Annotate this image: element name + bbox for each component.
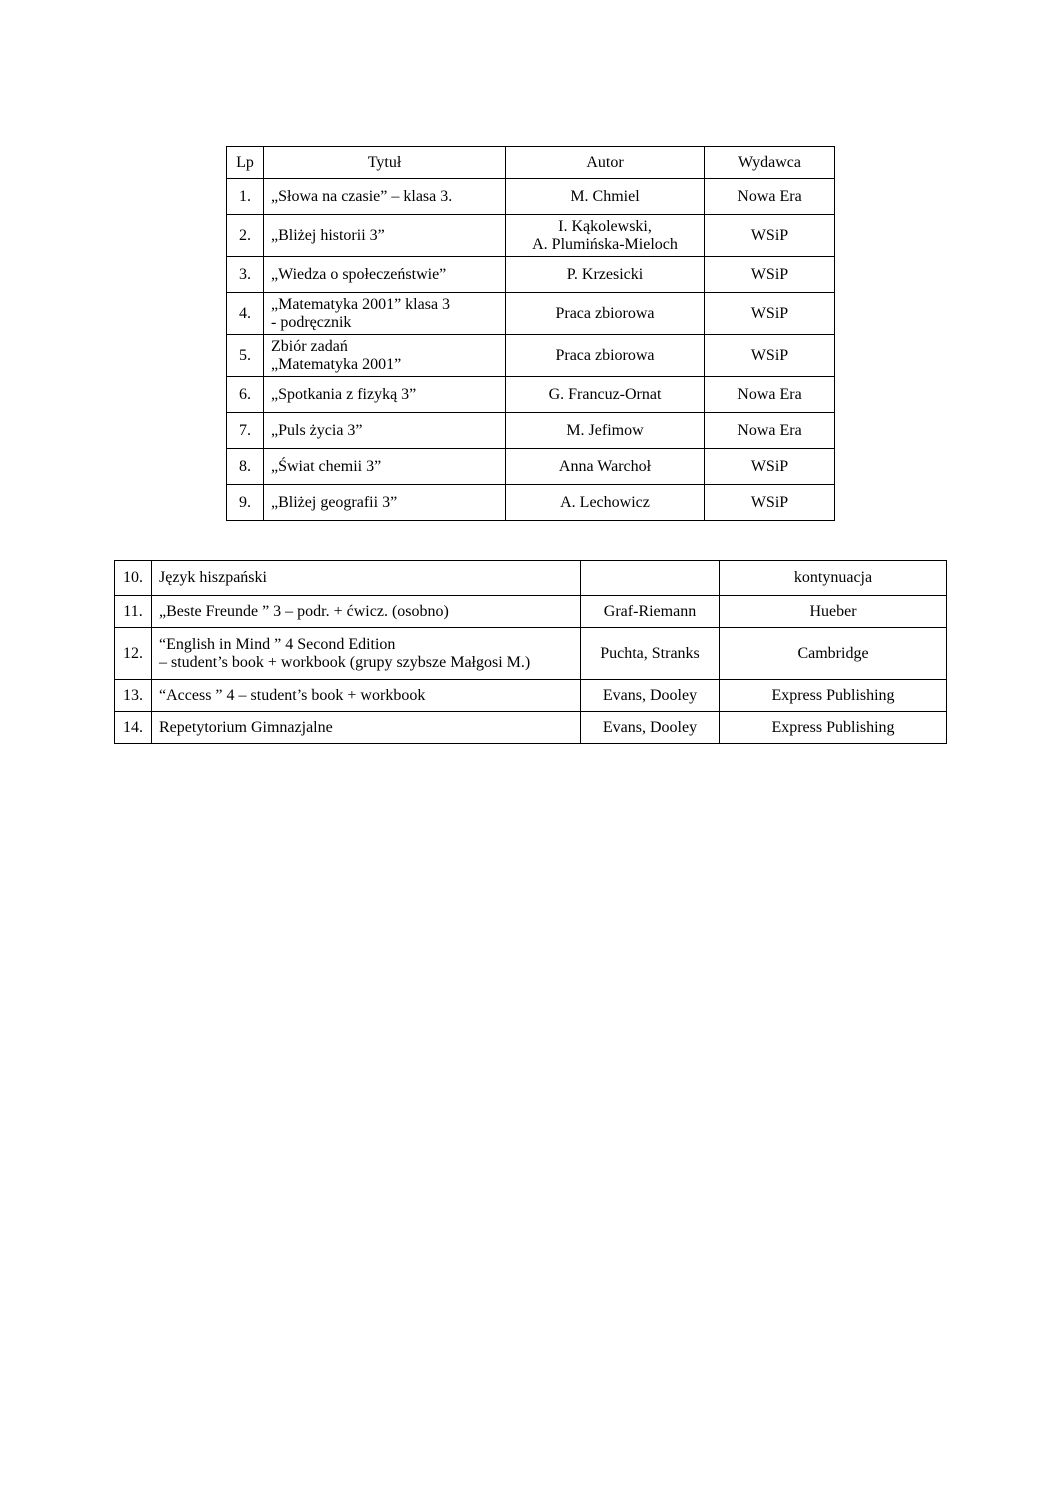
cell-author: M. Jefimow <box>506 413 705 449</box>
table-row <box>115 628 947 680</box>
header-lp: Lp <box>227 147 264 179</box>
table-row <box>115 561 947 596</box>
cell-title: „Bliżej geografii 3” <box>264 485 506 521</box>
table-row <box>227 215 835 257</box>
cell-author: Graf-Riemann <box>581 596 720 628</box>
cell-author: Evans, Dooley <box>581 712 720 744</box>
cell-publisher: WSiP <box>705 335 835 377</box>
cell-lp: 5. <box>227 335 264 377</box>
cell-publisher: kontynuacja <box>720 561 947 596</box>
cell-title: Język hiszpański <box>152 561 581 596</box>
textbook-table-1 <box>226 146 835 521</box>
cell-title: „Wiedza o społeczeństwie” <box>264 257 506 293</box>
cell-publisher: WSiP <box>705 215 835 257</box>
cell-lp: 14. <box>115 712 152 744</box>
cell-publisher: Nowa Era <box>705 377 835 413</box>
cell-author: G. Francuz-Ornat <box>506 377 705 413</box>
cell-lp: 12. <box>115 628 152 680</box>
cell-lp: 7. <box>227 413 264 449</box>
cell-publisher: WSiP <box>705 485 835 521</box>
cell-publisher: WSiP <box>705 449 835 485</box>
cell-lp: 11. <box>115 596 152 628</box>
cell-lp: 13. <box>115 680 152 712</box>
cell-lp: 10. <box>115 561 152 596</box>
cell-author: P. Krzesicki <box>506 257 705 293</box>
cell-publisher: WSiP <box>705 257 835 293</box>
header-author: Autor <box>506 147 705 179</box>
table-row <box>227 485 835 521</box>
table-row <box>227 179 835 215</box>
table-row <box>115 680 947 712</box>
table-row <box>227 335 835 377</box>
cell-title: „Świat chemii 3” <box>264 449 506 485</box>
cell-title: “English in Mind ” 4 Second Edition – student’s book + workbook (grupy szybsze Małgosi M.) <box>152 628 581 680</box>
cell-author: A. Lechowicz <box>506 485 705 521</box>
cell-publisher: Cambridge <box>720 628 947 680</box>
cell-publisher: Nowa Era <box>705 179 835 215</box>
cell-title: „Matematyka 2001” klasa 3 - podręcznik <box>264 293 506 335</box>
cell-publisher: Nowa Era <box>705 413 835 449</box>
cell-lp: 6. <box>227 377 264 413</box>
table-row <box>227 413 835 449</box>
table-row <box>115 712 947 744</box>
header-title: Tytuł <box>264 147 506 179</box>
cell-publisher: WSiP <box>705 293 835 335</box>
cell-lp: 4. <box>227 293 264 335</box>
cell-author: Praca zbiorowa <box>506 293 705 335</box>
cell-title: „Słowa na czasie” – klasa 3. <box>264 179 506 215</box>
cell-author: I. Kąkolewski, A. Plumińska-Mieloch <box>506 215 705 257</box>
cell-author: Praca zbiorowa <box>506 335 705 377</box>
cell-publisher: Hueber <box>720 596 947 628</box>
cell-title: „Bliżej historii 3” <box>264 215 506 257</box>
cell-author: M. Chmiel <box>506 179 705 215</box>
cell-lp: 2. <box>227 215 264 257</box>
textbook-table-2 <box>114 560 947 744</box>
table-row <box>227 293 835 335</box>
cell-publisher: Express Publishing <box>720 712 947 744</box>
cell-title: Zbiór zadań „Matematyka 2001” <box>264 335 506 377</box>
cell-title: “Access ” 4 – student’s book + workbook <box>152 680 581 712</box>
table-row <box>227 449 835 485</box>
cell-title: „Beste Freunde ” 3 – podr. + ćwicz. (osobno) <box>152 596 581 628</box>
cell-title: „Spotkania z fizyką 3” <box>264 377 506 413</box>
table-row <box>227 377 835 413</box>
cell-author: Evans, Dooley <box>581 680 720 712</box>
cell-publisher: Express Publishing <box>720 680 947 712</box>
cell-lp: 9. <box>227 485 264 521</box>
cell-author: Anna Warchoł <box>506 449 705 485</box>
table-row <box>115 596 947 628</box>
table-header-row <box>227 147 835 179</box>
table-row <box>227 257 835 293</box>
cell-author: Puchta, Stranks <box>581 628 720 680</box>
header-publisher: Wydawca <box>705 147 835 179</box>
cell-title: „Puls życia 3” <box>264 413 506 449</box>
cell-lp: 1. <box>227 179 264 215</box>
cell-title: Repetytorium Gimnazjalne <box>152 712 581 744</box>
cell-lp: 3. <box>227 257 264 293</box>
cell-author <box>581 561 720 596</box>
cell-lp: 8. <box>227 449 264 485</box>
